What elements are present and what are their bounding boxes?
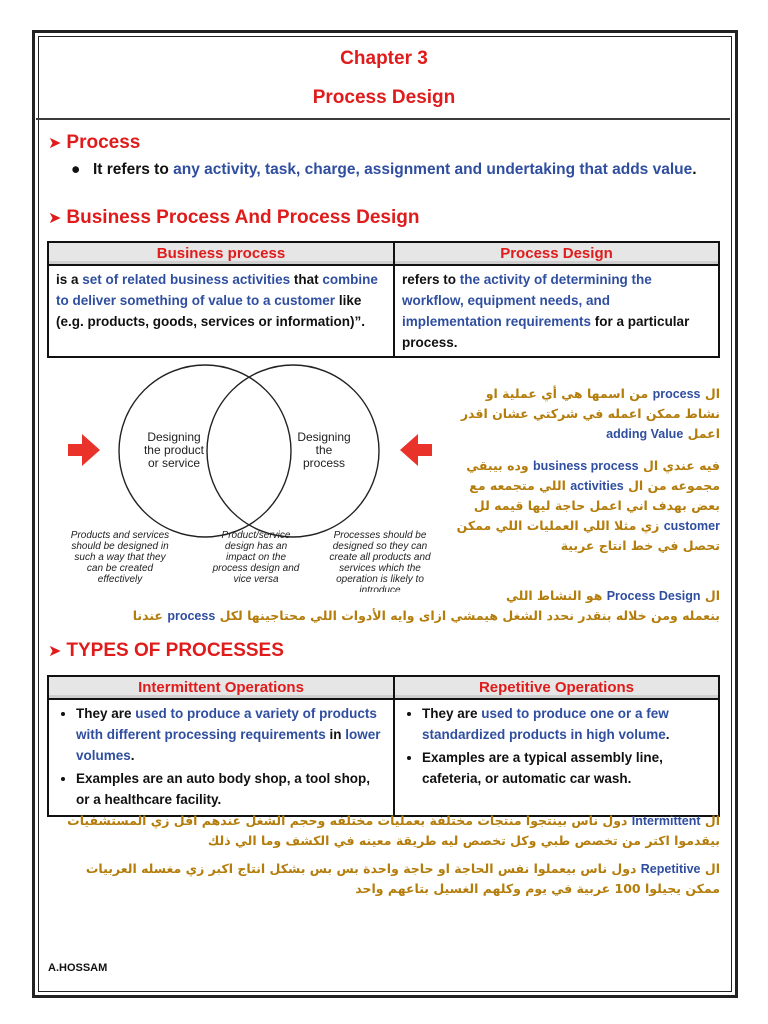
list-item bbox=[76, 768, 386, 810]
text-run: . bbox=[130, 748, 135, 763]
highlighted-text: customer bbox=[663, 519, 720, 533]
business-process-definition bbox=[48, 265, 394, 357]
arabic-note-process bbox=[448, 384, 720, 444]
table-header-repetitive: Repetitive Operations bbox=[394, 676, 719, 699]
list-item bbox=[422, 747, 711, 789]
highlighted-text: Process Design bbox=[606, 589, 701, 603]
process-definition: ● It refers to any activity, task, charge, assignment and undertaking that adds value. bbox=[93, 158, 703, 182]
process-design-definition bbox=[394, 265, 719, 357]
highlighted-text: used to produce a variety of products with different processing requirements bbox=[76, 706, 377, 742]
table-header-process-design: Process Design bbox=[394, 242, 719, 265]
types-of-processes-heading: ➤ TYPES OF PROCESSES bbox=[48, 640, 284, 661]
text-run: دول ناس بيعملوا نفس الحاجة او حاجة واحدة بس بس بشكل انتاج اكبر زي مغسله العربيات ممكن يجيلوا 100 عربية في يوم وكلهم الغسيل بتاعهم واحد bbox=[85, 861, 720, 896]
venn-right-label-2: the bbox=[315, 443, 333, 457]
process-types-table bbox=[47, 675, 720, 817]
venn-left-label-3: or service bbox=[147, 456, 201, 470]
venn-left-label-1: Designing bbox=[147, 430, 201, 444]
highlighted-text: lower volumes bbox=[76, 727, 381, 763]
text-run: Examples are a typical assembly line, cafeteria, or automatic car wash. bbox=[422, 750, 663, 786]
text-run: اللي متجمعه مع بعض بهدف اني اعمل حاجة ليها قيمه لل bbox=[469, 478, 720, 513]
repetitive-description bbox=[394, 699, 719, 816]
bullet-dot-icon: ● bbox=[71, 161, 81, 178]
left-red-arrow-icon bbox=[68, 434, 100, 466]
caption-right-1: Processes should be bbox=[333, 530, 427, 541]
business-process-heading: ➤ Business Process And Process Design bbox=[48, 207, 420, 228]
text-run: refers to bbox=[402, 272, 460, 287]
list-item bbox=[76, 703, 386, 766]
text-run: Examples are an auto body shop, a tool shop, or a healthcare facility. bbox=[76, 771, 371, 807]
list-item bbox=[422, 703, 711, 745]
highlighted-text: process bbox=[167, 609, 216, 623]
text-run: that bbox=[290, 272, 323, 287]
business-vs-design-table bbox=[47, 241, 720, 358]
table-header-business-process: Business process bbox=[48, 242, 394, 265]
text-run: ال bbox=[700, 588, 720, 603]
product-process-venn-diagram bbox=[60, 360, 440, 592]
highlighted-text: activities bbox=[570, 479, 624, 493]
right-red-arrow-icon bbox=[400, 434, 432, 466]
author-footer: A.HOSSAM bbox=[48, 962, 108, 974]
text-run: for a particular process. bbox=[402, 314, 690, 350]
arrow-bullet-icon: ➤ bbox=[48, 210, 62, 227]
text-run: وده بيبقي مجموعه من ال bbox=[466, 458, 720, 493]
arrow-bullet-icon: ➤ bbox=[48, 643, 62, 660]
text-run: من اسمها هي أي عملية او نشاط ممكن اعمله في شركتي عشان اقدر اعمل bbox=[460, 386, 720, 441]
arrow-bullet-icon: ➤ bbox=[48, 135, 62, 152]
highlighted-text: set of related business activities bbox=[82, 272, 291, 287]
text-run: They are bbox=[422, 706, 482, 721]
text-run: in bbox=[325, 727, 346, 742]
caption-right-5: operation is likely to bbox=[336, 574, 424, 585]
text-run: فيه عندي ال bbox=[638, 458, 720, 473]
text-run: دول ناس بينتجوا منتجات مختلفة بعمليات مختلفه وحجم الشغل عندهم اقل زي المستشفيات بيقدموا اكتر من تخصص طبي وكل تخصص ليه طريقة معينه في الكشف وما الي ذلك bbox=[67, 813, 720, 848]
caption-left-4: can be created bbox=[86, 563, 154, 574]
caption-center-5: vice versa bbox=[233, 574, 279, 585]
text-run: They are bbox=[76, 706, 136, 721]
arabic-note-repetitive bbox=[48, 859, 720, 899]
process-design-circle bbox=[207, 365, 379, 537]
text-run: زي مثلا اللي العمليات اللي ممكن تحصل في خط انتاج عربية bbox=[456, 518, 720, 553]
page-title: Process Design bbox=[312, 87, 456, 108]
arabic-note-process-design-1 bbox=[448, 586, 720, 606]
caption-center-3: impact on the bbox=[225, 552, 287, 563]
venn-right-label-3: process bbox=[302, 456, 346, 470]
intermittent-description bbox=[48, 699, 394, 816]
caption-center-1: Product/service bbox=[221, 530, 291, 541]
caption-left-2: should be designed in bbox=[71, 541, 169, 552]
text-run: ال bbox=[700, 386, 720, 401]
highlighted-text: Intermittent bbox=[631, 814, 701, 828]
caption-center-4: process design and bbox=[212, 563, 300, 574]
highlighted-text: used to produce one or a few standardized products in high volume bbox=[422, 706, 669, 742]
arabic-note-process-design-2 bbox=[48, 606, 720, 626]
text-run: . bbox=[665, 727, 670, 742]
text-run: like (e.g. products, goods, services or information)”. bbox=[56, 293, 366, 329]
caption-right-6: introduce bbox=[359, 585, 401, 592]
text-run: ال bbox=[700, 861, 720, 876]
venn-right-label-1: Designing bbox=[297, 430, 351, 444]
text-run: عندنا bbox=[132, 608, 168, 623]
highlighted-text: adding Value bbox=[606, 427, 684, 441]
caption-left-5: effectively bbox=[97, 574, 143, 585]
caption-center-2: design has an bbox=[224, 541, 288, 552]
highlighted-text: combine to deliver something of value to a customer bbox=[56, 272, 378, 308]
process-heading: ➤ Process bbox=[48, 132, 141, 153]
caption-right-2: designed so they can bbox=[332, 541, 428, 552]
caption-right-3: create all products and bbox=[329, 552, 431, 563]
caption-right-4: services which the bbox=[339, 563, 421, 574]
title-divider bbox=[36, 118, 730, 120]
arabic-note-intermittent bbox=[48, 811, 720, 851]
highlighted-text: Repetitive bbox=[640, 862, 701, 876]
highlighted-text: the activity of determining the workflow, equipment needs, and implementation requirements bbox=[402, 272, 652, 329]
text-run: بنعمله ومن خلاله بنقدر نحدد الشغل هيمشي ازاى وايه الأدوات اللي محتاجينها لكل bbox=[215, 608, 720, 623]
chapter-label: Chapter 3 bbox=[340, 48, 428, 69]
highlighted-text: process bbox=[652, 387, 701, 401]
caption-left-1: Products and services bbox=[70, 530, 170, 541]
highlighted-text: business process bbox=[533, 459, 639, 473]
text-run: هو النشاط اللي bbox=[505, 588, 607, 603]
text-run: is a bbox=[56, 272, 83, 287]
arabic-note-business-process bbox=[448, 456, 720, 556]
text-run: ال bbox=[700, 813, 720, 828]
table-header-intermittent: Intermittent Operations bbox=[48, 676, 394, 699]
venn-left-label-2: the product bbox=[143, 443, 205, 457]
caption-left-3: such a way that they bbox=[74, 552, 166, 563]
